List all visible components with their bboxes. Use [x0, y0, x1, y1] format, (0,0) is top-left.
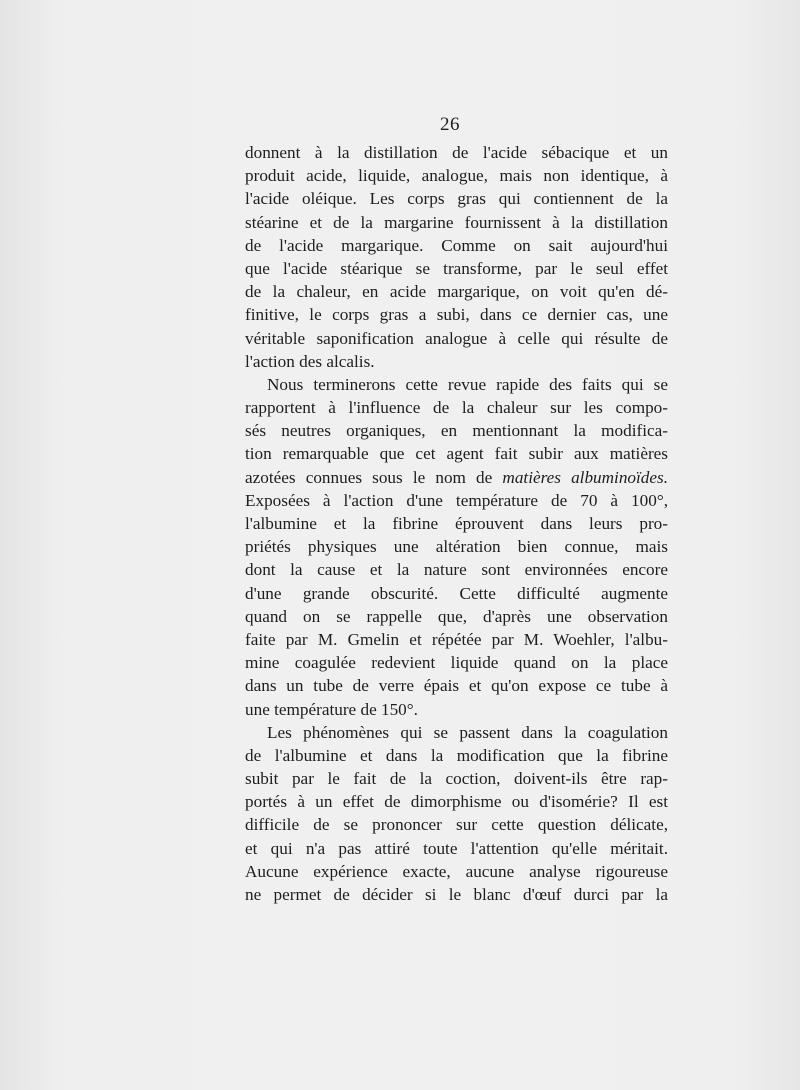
text-line — [245, 350, 668, 373]
text-line — [245, 164, 668, 187]
text-line — [245, 744, 668, 767]
text-line-content: azotées connues sous le nom de — [245, 467, 503, 487]
text-line-content: subit par le fait de la coction, doivent-ils être rap- — [245, 769, 668, 789]
text-line — [245, 373, 668, 396]
text-line-content: stéarine et de la margarine fournissent à la distillation — [245, 212, 668, 232]
text-line-content: rapportent à l'influence de la chaleur sur les compo- — [245, 398, 668, 418]
text-line — [245, 721, 668, 744]
text-line-content: une température de 150°. — [245, 699, 418, 719]
text-line-content: ne permet de décider si le blanc d'œuf durci par la — [245, 885, 668, 904]
text-line — [245, 605, 668, 628]
text-line — [245, 651, 668, 674]
text-line — [245, 582, 668, 605]
text-line — [245, 327, 668, 350]
text-line-content: l'albumine et la fibrine éprouvent dans leurs pro- — [245, 514, 668, 533]
text-line — [245, 837, 668, 860]
text-line — [245, 628, 668, 651]
text-line — [245, 419, 668, 442]
text-line-content: Les phénomènes qui se passent dans la coagulation — [267, 722, 668, 742]
text-line-content: dont la cause et la nature sont environnées encore — [245, 560, 668, 580]
text-line — [245, 211, 668, 234]
text-line-content: et qui n'a pas attiré toute l'attention qu'elle méritait. — [245, 838, 668, 858]
text-line-content: difficile de se prononcer sur cette question délicate, — [245, 815, 668, 835]
text-line-content: donnent à la distillation de l'acide sébacique et un — [245, 143, 668, 162]
text-line — [245, 257, 668, 280]
text-line — [245, 442, 668, 465]
text-line — [245, 535, 668, 558]
text-line-content: Nous terminerons cette revue rapide des faits qui se — [267, 374, 668, 394]
text-line-content: faite par M. Gmelin et répétée par M. Woehler, l'albu- — [245, 629, 668, 649]
text-line — [245, 303, 668, 326]
text-line — [245, 396, 668, 419]
text-line-content: de l'albumine et dans la modification que la fibrine — [245, 745, 668, 765]
page-number: 26 — [440, 114, 460, 135]
text-line — [245, 512, 668, 535]
text-line — [245, 674, 668, 697]
text-line — [245, 280, 668, 303]
text-line-content: mine coagulée redevient liquide quand on la place — [245, 653, 668, 673]
text-line — [245, 141, 668, 164]
text-line — [245, 767, 668, 790]
text-line-content: dans un tube de verre épais et qu'on expose ce tube à — [245, 676, 668, 696]
text-line-content: quand on se rappelle que, d'après une observation — [245, 606, 668, 626]
text-line — [245, 883, 668, 906]
text-line-content: que l'acide stéarique se transforme, par le seul effet — [245, 258, 668, 278]
text-line — [245, 234, 668, 257]
text-line — [245, 860, 668, 883]
text-line-content: l'action des alcalis. — [245, 351, 375, 371]
text-line-content: finitive, le corps gras a subi, dans ce dernier cas, une — [245, 305, 668, 325]
text-line — [245, 790, 668, 813]
text-line-content: de l'acide margarique. Comme on sait aujourd'hui — [245, 235, 668, 255]
text-line — [245, 558, 668, 581]
text-line-content: sés neutres organiques, en mentionnant la modifica- — [245, 421, 668, 441]
text-line-content: priétés physiques une altération bien connue, mais — [245, 537, 668, 557]
body-text — [245, 141, 668, 906]
text-line — [245, 466, 668, 489]
text-line-content: l'acide oléique. Les corps gras qui contiennent de la — [245, 189, 668, 209]
text-line — [245, 698, 668, 721]
text-line-content: Aucune expérience exacte, aucune analyse rigoureuse — [245, 861, 668, 881]
text-line — [245, 813, 668, 836]
text-line — [245, 187, 668, 210]
text-line — [245, 489, 668, 512]
text-line-content: véritable saponification analogue à celle qui résulte de — [245, 328, 668, 348]
text-line-content: tion remarquable que cet agent fait subir aux matières — [245, 444, 668, 464]
text-line-content: de la chaleur, en acide margarique, on voit qu'en dé- — [245, 282, 668, 302]
text-line-content: portés à un effet de dimorphisme ou d'isomérie? Il est — [245, 792, 668, 812]
text-line-content: produit acide, liquide, analogue, mais non identique, à — [245, 166, 668, 186]
text-line-content: d'une grande obscurité. Cette difficulté augmente — [245, 583, 668, 603]
italic-term: matières albuminoïdes. — [502, 467, 668, 487]
text-line-content: Exposées à l'action d'une température de 70 à 100°, — [245, 490, 668, 510]
